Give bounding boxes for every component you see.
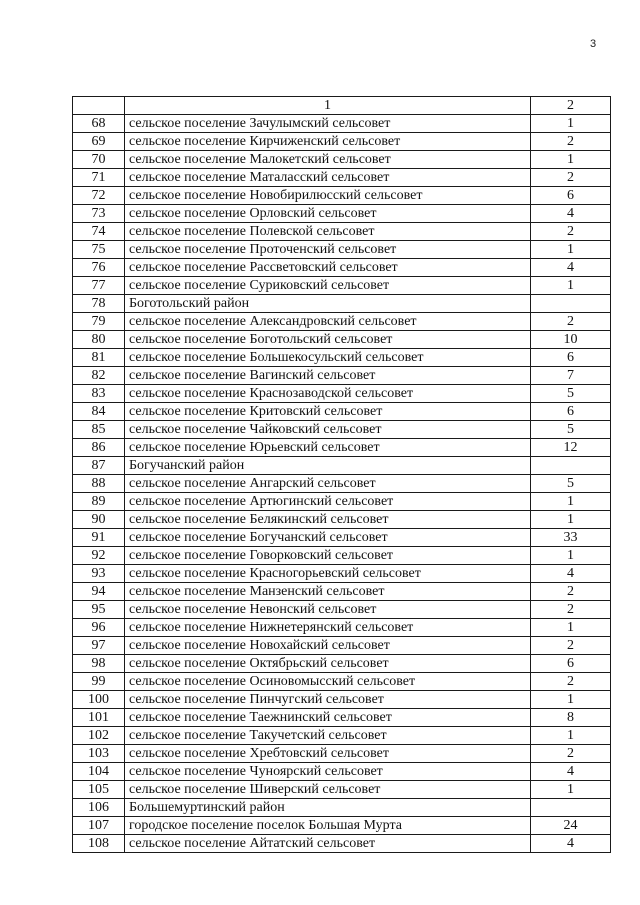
table-row <box>73 601 611 619</box>
row-number: 75 <box>73 241 125 259</box>
table-row <box>73 655 611 673</box>
row-value: 2 <box>531 601 611 619</box>
table-row <box>73 835 611 853</box>
row-number: 85 <box>73 421 125 439</box>
row-value: 6 <box>531 349 611 367</box>
header-cell-2: 2 <box>531 97 611 115</box>
row-name: Боготольский район <box>125 295 531 313</box>
row-number: 87 <box>73 457 125 475</box>
row-name: сельское поселение Боготольский сельсовет <box>125 331 531 349</box>
row-number: 101 <box>73 709 125 727</box>
table-row <box>73 439 611 457</box>
table-row <box>73 385 611 403</box>
row-number: 69 <box>73 133 125 151</box>
table-row <box>73 565 611 583</box>
row-name: сельское поселение Юрьевский сельсовет <box>125 439 531 457</box>
row-value: 1 <box>531 511 611 529</box>
row-number: 77 <box>73 277 125 295</box>
table-row <box>73 529 611 547</box>
table-row <box>73 349 611 367</box>
row-number: 80 <box>73 331 125 349</box>
row-number: 102 <box>73 727 125 745</box>
row-number: 82 <box>73 367 125 385</box>
row-number: 81 <box>73 349 125 367</box>
row-number: 88 <box>73 475 125 493</box>
row-value: 2 <box>531 313 611 331</box>
row-value: 2 <box>531 169 611 187</box>
row-name: сельское поселение Манзенский сельсовет <box>125 583 531 601</box>
row-value: 33 <box>531 529 611 547</box>
row-name: сельское поселение Говорковский сельсовет <box>125 547 531 565</box>
row-value: 1 <box>531 241 611 259</box>
row-name: сельское поселение Нижнетерянский сельсовет <box>125 619 531 637</box>
table-row <box>73 493 611 511</box>
table-row <box>73 295 611 313</box>
row-number: 84 <box>73 403 125 421</box>
row-value: 6 <box>531 187 611 205</box>
row-value: 1 <box>531 151 611 169</box>
row-number: 70 <box>73 151 125 169</box>
row-name: сельское поселение Полевской сельсовет <box>125 223 531 241</box>
table-row <box>73 763 611 781</box>
row-value: 6 <box>531 403 611 421</box>
row-value: 1 <box>531 547 611 565</box>
row-name: сельское поселение Ангарский сельсовет <box>125 475 531 493</box>
row-number: 95 <box>73 601 125 619</box>
row-name: сельское поселение Хребтовский сельсовет <box>125 745 531 763</box>
row-number: 91 <box>73 529 125 547</box>
row-value: 10 <box>531 331 611 349</box>
table-row <box>73 583 611 601</box>
header-cell-index <box>73 97 125 115</box>
row-value: 7 <box>531 367 611 385</box>
table-row <box>73 637 611 655</box>
row-value <box>531 457 611 475</box>
row-value: 4 <box>531 565 611 583</box>
table-row <box>73 673 611 691</box>
row-value: 2 <box>531 745 611 763</box>
row-name: сельское поселение Богучанский сельсовет <box>125 529 531 547</box>
row-value: 4 <box>531 259 611 277</box>
row-name: сельское поселение Невонский сельсовет <box>125 601 531 619</box>
table-row <box>73 475 611 493</box>
row-value <box>531 799 611 817</box>
row-number: 72 <box>73 187 125 205</box>
row-value: 2 <box>531 673 611 691</box>
table-row <box>73 205 611 223</box>
row-value: 5 <box>531 421 611 439</box>
table-row <box>73 745 611 763</box>
row-name: сельское поселение Вагинский сельсовет <box>125 367 531 385</box>
row-name: Богучанский район <box>125 457 531 475</box>
row-value: 24 <box>531 817 611 835</box>
header-cell-1: 1 <box>125 97 531 115</box>
row-number: 94 <box>73 583 125 601</box>
row-name: сельское поселение Чайковский сельсовет <box>125 421 531 439</box>
row-number: 108 <box>73 835 125 853</box>
row-number: 93 <box>73 565 125 583</box>
table-row <box>73 727 611 745</box>
row-name: сельское поселение Суриковский сельсовет <box>125 277 531 295</box>
table-row <box>73 277 611 295</box>
row-value: 1 <box>531 493 611 511</box>
row-name: сельское поселение Осиновомысский сельсовет <box>125 673 531 691</box>
row-name: городское поселение поселок Большая Мурта <box>125 817 531 835</box>
row-value: 2 <box>531 133 611 151</box>
row-value: 1 <box>531 727 611 745</box>
row-number: 100 <box>73 691 125 709</box>
row-name: сельское поселение Александровский сельсовет <box>125 313 531 331</box>
row-name: сельское поселение Новохайский сельсовет <box>125 637 531 655</box>
settlements-table <box>72 96 611 853</box>
row-name: сельское поселение Малокетский сельсовет <box>125 151 531 169</box>
table-row <box>73 781 611 799</box>
row-name: сельское поселение Пинчугский сельсовет <box>125 691 531 709</box>
row-value: 6 <box>531 655 611 673</box>
row-name: сельское поселение Критовский сельсовет <box>125 403 531 421</box>
row-name: сельское поселение Шиверский сельсовет <box>125 781 531 799</box>
table-row <box>73 817 611 835</box>
row-value: 4 <box>531 763 611 781</box>
table-row <box>73 511 611 529</box>
row-name: сельское поселение Красногорьевский сельсовет <box>125 565 531 583</box>
row-number: 98 <box>73 655 125 673</box>
row-name: сельское поселение Айтатский сельсовет <box>125 835 531 853</box>
row-number: 104 <box>73 763 125 781</box>
row-number: 106 <box>73 799 125 817</box>
row-number: 89 <box>73 493 125 511</box>
table-row <box>73 187 611 205</box>
row-name: сельское поселение Орловский сельсовет <box>125 205 531 223</box>
row-number: 78 <box>73 295 125 313</box>
row-name: сельское поселение Артюгинский сельсовет <box>125 493 531 511</box>
row-value: 1 <box>531 691 611 709</box>
table-row <box>73 259 611 277</box>
table-row <box>73 403 611 421</box>
row-number: 71 <box>73 169 125 187</box>
table-row <box>73 115 611 133</box>
row-number: 99 <box>73 673 125 691</box>
table-header-row <box>73 97 611 115</box>
table-row <box>73 619 611 637</box>
row-value: 5 <box>531 385 611 403</box>
row-value: 4 <box>531 835 611 853</box>
row-name: Большемуртинский район <box>125 799 531 817</box>
table-row <box>73 151 611 169</box>
table-row <box>73 169 611 187</box>
row-value: 2 <box>531 223 611 241</box>
row-number: 68 <box>73 115 125 133</box>
row-number: 103 <box>73 745 125 763</box>
row-name: сельское поселение Рассветовский сельсовет <box>125 259 531 277</box>
table-row <box>73 313 611 331</box>
row-number: 83 <box>73 385 125 403</box>
row-value: 2 <box>531 637 611 655</box>
table-row <box>73 457 611 475</box>
table-row <box>73 367 611 385</box>
table-row <box>73 799 611 817</box>
row-name: сельское поселение Белякинский сельсовет <box>125 511 531 529</box>
row-name: сельское поселение Краснозаводской сельсовет <box>125 385 531 403</box>
row-value: 5 <box>531 475 611 493</box>
row-value <box>531 295 611 313</box>
page-number: 3 <box>590 38 597 50</box>
row-number: 73 <box>73 205 125 223</box>
row-number: 96 <box>73 619 125 637</box>
row-number: 79 <box>73 313 125 331</box>
row-name: сельское поселение Чуноярский сельсовет <box>125 763 531 781</box>
row-name: сельское поселение Кирчиженский сельсовет <box>125 133 531 151</box>
row-name: сельское поселение Такучетский сельсовет <box>125 727 531 745</box>
table-row <box>73 241 611 259</box>
row-value: 1 <box>531 781 611 799</box>
table-row <box>73 691 611 709</box>
row-name: сельское поселение Большекосульский сельсовет <box>125 349 531 367</box>
table-row <box>73 223 611 241</box>
row-name: сельское поселение Новобирилюсский сельсовет <box>125 187 531 205</box>
row-value: 12 <box>531 439 611 457</box>
row-number: 86 <box>73 439 125 457</box>
row-name: сельское поселение Октябрьский сельсовет <box>125 655 531 673</box>
row-value: 1 <box>531 115 611 133</box>
table-row <box>73 709 611 727</box>
row-number: 74 <box>73 223 125 241</box>
table-row <box>73 421 611 439</box>
table-row <box>73 133 611 151</box>
row-number: 90 <box>73 511 125 529</box>
row-number: 97 <box>73 637 125 655</box>
row-value: 2 <box>531 583 611 601</box>
row-name: сельское поселение Проточенский сельсовет <box>125 241 531 259</box>
row-value: 1 <box>531 619 611 637</box>
row-number: 105 <box>73 781 125 799</box>
table-row <box>73 331 611 349</box>
row-value: 4 <box>531 205 611 223</box>
row-number: 76 <box>73 259 125 277</box>
row-number: 107 <box>73 817 125 835</box>
row-value: 8 <box>531 709 611 727</box>
row-name: сельское поселение Зачулымский сельсовет <box>125 115 531 133</box>
settlements-table-body <box>73 97 611 853</box>
table-row <box>73 547 611 565</box>
row-name: сельское поселение Таежнинский сельсовет <box>125 709 531 727</box>
row-number: 92 <box>73 547 125 565</box>
row-name: сельское поселение Маталасский сельсовет <box>125 169 531 187</box>
row-value: 1 <box>531 277 611 295</box>
